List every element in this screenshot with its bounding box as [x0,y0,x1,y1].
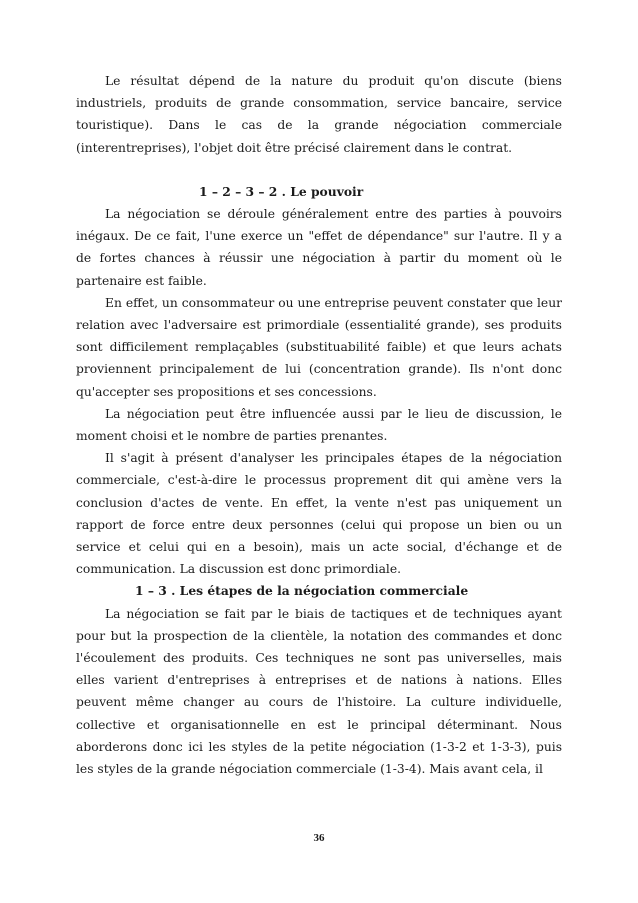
paragraph-pouvoir-1: La négociation se déroule généralement entre des parties à pouvoirs inégaux. De ce fait, l'une exerce un "effet de dépendance" sur l'autre. Il y a de fortes chances à réussir une négociation à partir du moment où le partenaire est faible. [76,207,562,288]
paragraph-pouvoir-2: En effet, un consommateur ou une entreprise peuvent constater que leur relation avec l'adversaire est primordiale (essentialité grande), ses produits sont difficilement remplaçables (substituabilité faible) et que leurs achats proviennent principalement de lui (concentration grande). Ils n'ont donc qu'accepter ses propositions et ses concessions. [76,295,562,399]
paragraph-pouvoir-3: La négociation peut être influencée aussi par le lieu de discussion, le moment choisi et le nombre de parties prenantes. [76,406,562,444]
section-heading-pouvoir: 1 – 2 – 3 – 2 . Le pouvoir [199,183,364,199]
paragraph-etapes-1: La négociation se fait par le biais de tactiques et de techniques ayant pour but la prospection de la clientèle, la notation des commandes et donc l'écoulement des produits. Ces techniques ne sont pas universelles, mais elles varient d'entreprises à entreprises et de nations à nations. Elles peuvent même changer au cours de l'histoire. La culture individuelle, collective et organisationnelle en est le principal déterminant. Nous aborderons donc ici les styles de la petite négociation (1-3-2 et 1-3-3), puis les styles de la grande négociation commerciale (1-3-4). Mais avant cela, il [76,606,562,777]
document-page [76,70,562,780]
intro-paragraph: Le résultat dépend de la nature du produit qu'on discute (biens industriels, produits de grande consommation, service bancaire, service touristique). Dans le cas de la grande négociation commerciale (interentreprises), l'objet doit être précisé clairement dans le contrat. [76,74,562,155]
section-heading-etapes: 1 – 3 . Les étapes de la négociation commerciale [135,583,469,599]
paragraph-pouvoir-4: Il s'agit à présent d'analyser les principales étapes de la négociation commerciale, c'est-à-dire le processus proprement dit qui amène vers la conclusion d'actes de vente. En effet, la vente n'est pas uniquement un rapport de force entre deux personnes (celui qui propose un bien ou un service et celui qui en a besoin), mais un acte social, d'échange et de communication. La discussion est donc primordiale. [76,451,562,577]
paragraph-gap [76,159,562,181]
page-number: 36 [313,832,325,844]
